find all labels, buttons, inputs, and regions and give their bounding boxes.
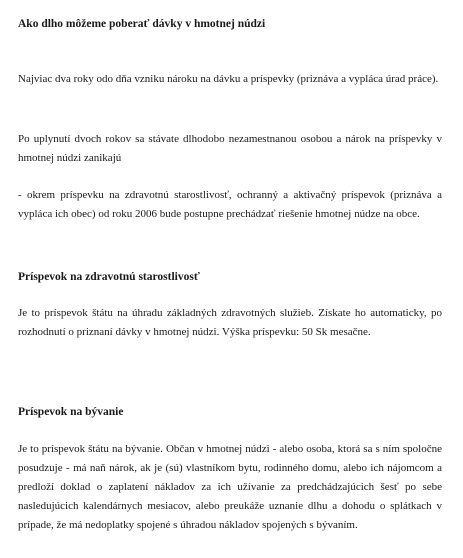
paragraph-duration-2: Po uplynutí dvoch rokov sa stávate dlhodobo nezamestnanou osobou a nárok na príspevky v hmotnej núdzi zanikajú	[18, 133, 442, 164]
paragraph-duration-1: Najviac dva roky odo dňa vzniku nároku na dávku a príspevky (priznáva a vypláca úrad práce).	[18, 73, 439, 85]
section-heading-duration: Ako dlho môžeme poberať dávky v hmotnej núdzi	[18, 18, 266, 30]
section-heading-health-care: Príspevok na zdravotnú starostlivosť	[18, 271, 200, 283]
paragraph-duration-3: - okrem príspevku na zdravotnú starostlivosť, ochranný a aktivačný príspevok (priznáva a vypláca ich obec) od roku 2006 bude postupne prechádzať riešenie hmotnej núdze na obce.	[18, 189, 442, 220]
paragraph-housing-1: Je to príspevok štátu na bývanie. Občan v hmotnej núdzi - alebo osoba, ktorá sa s ním spoločne posudzuje - má naň nárok, ak je (sú) vlastníkom bytu, rodinného domu, alebo ich nájomcom a predloží doklad o zaplatení nákladov za ich užívanie za predchádzajúcich šesť po sebe nasledujúcich kalendárnych mesiacov, alebo preukáže uznanie dlhu a dohodu o splátkach v prípade, že má nedoplatky spojené s úhradou nákladov spojených s bývaním.	[18, 443, 442, 531]
section-heading-housing: Príspevok na bývanie	[18, 406, 124, 418]
paragraph-health-care-1: Je to príspevok štátu na úhradu základných zdravotných služieb. Získate ho automaticky, po rozhodnutí o priznaní dávky v hmotnej núdzi. Výška príspevku: 50 Sk mesačne.	[18, 307, 442, 338]
